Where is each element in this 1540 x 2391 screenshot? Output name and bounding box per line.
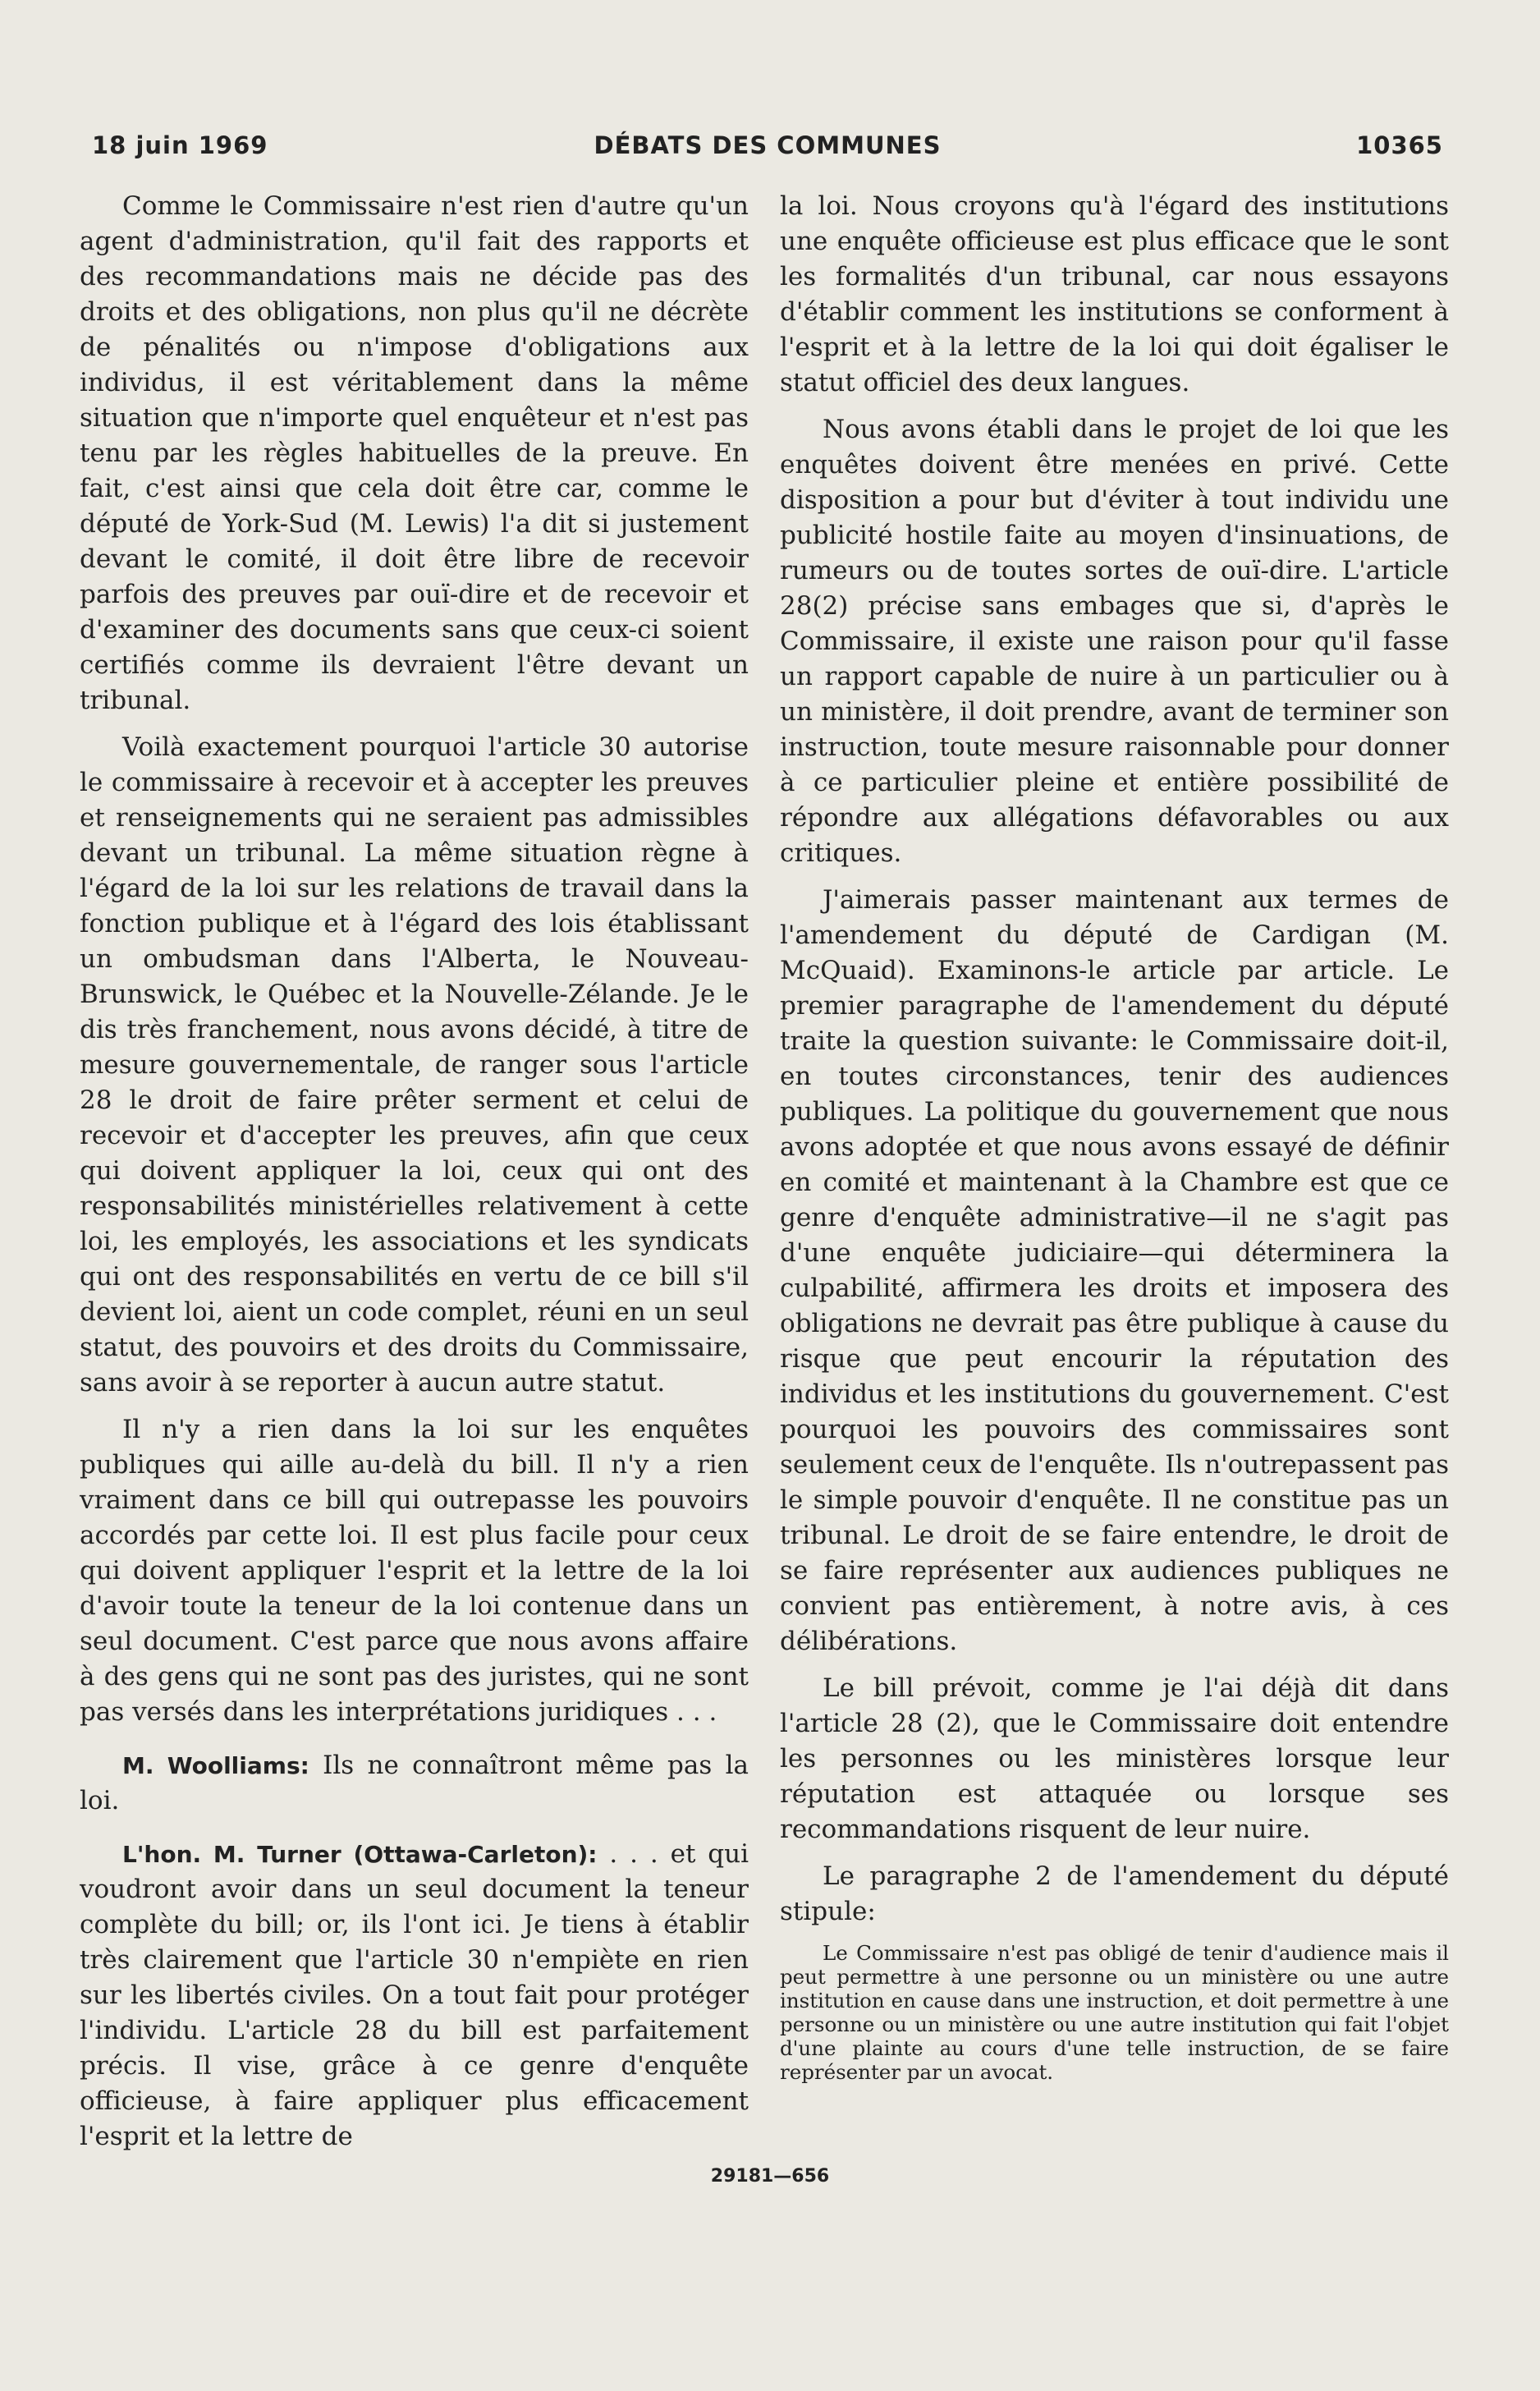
page-header <box>92 131 1443 171</box>
paragraph: Le bill prévoit, comme je l'ai déjà dit dans l'article 28 (2), que le Commissaire doit entendre les personnes ou les ministères lorsque leur réputation est attaquée ou lorsque ses recommandations risquent de leur nuire. <box>780 1673 1449 1844</box>
left-column <box>80 189 749 2166</box>
speaker-name: L'hon. M. Turner (Ottawa-Carleton): <box>122 1841 598 1868</box>
header-title: DÉBATS DES COMMUNES <box>594 131 942 159</box>
speech-text: Ils ne connaîtront même pas la loi. <box>80 1751 749 1815</box>
paragraph: J'aimerais passer maintenant aux termes de l'amendement du député de Cardigan (M. McQuaid). Examinons-le article par article. Le premier paragraphe de l'amendement du député traite la question suivante: le Commissaire doit-il, en toutes circonstances, tenir des audiences publiques. La politique du gouvernement que nous avons adoptée et que nous avons essayé de définir en comité et maintenant à la Chambre est que ce genre d'enquête administrative—il ne s'agit pas d'une enquête judiciaire—qui déterminera la culpabilité, affirmera les droits et imposera des obligations ne devrait pas être publique à cause du risque que peut encourir la réputation des individus et les institutions du gouvernement. C'est pourquoi les pouvoirs des commissaires sont seulement ceux de l'enquête. Ils n'outrepassent pas le simple pouvoir d'enquête. Il ne constitue pas un tribunal. Le droit de se faire entendre, le droit de se faire représenter aux audiences publiques ne convient pas entièrement, à notre avis, à ces délibérations. <box>780 885 1449 1656</box>
amendment-quote: Le Commissaire n'est pas obligé de tenir d'audience mais il peut permettre à une personne ou un ministère ou une autre institution en cause dans une instruction, et doit permettre à une personne ou un ministère ou une autre institution qui fait l'objet d'une plainte au cours d'une telle instruction, de se faire représenter par un avocat. <box>780 1941 1449 2084</box>
right-column <box>780 189 1449 2095</box>
footer-signature: 29181—656 <box>710 2166 830 2187</box>
paragraph-continued: la loi. Nous croyons qu'à l'égard des institutions une enquête officieuse est plus efficace que le sont les formalités d'un tribunal, car nous essayons d'établir comment les institutions se conforment à l'esprit et à la lettre de la loi qui doit égaliser le statut officiel des deux langues. <box>780 191 1449 397</box>
paragraph: Le paragraphe 2 de l'amendement du député stipule: <box>780 1861 1449 1926</box>
speaker-name: M. Woolliams: <box>122 1752 309 1779</box>
header-date: 18 juin 1969 <box>92 131 268 159</box>
paragraph: Voilà exactement pourquoi l'article 30 autorise le commissaire à recevoir et à accepter les preuves et renseignements qui ne seraient pas admissibles devant un tribunal. La même situation règne à l'égard de la loi sur les relations de travail dans la fonction publique et à l'égard des lois établissant un ombudsman dans l'Alberta, le Nouveau-Brunswick, le Québec et la Nouvelle-Zélande. Je le dis très franchement, nous avons décidé, à titre de mesure gouvernementale, de ranger sous l'article 28 le droit de faire prêter serment et celui de recevoir et d'accepter les preuves, afin que ceux qui doivent appliquer la loi, ceux qui ont des responsabilités ministérielles relativement à cette loi, les employés, les associations et les syndicats qui ont des responsabilités en vertu de ce bill s'il devient loi, aient un code complet, réuni en un seul statut, des pouvoirs et des droits du Commissaire, sans avoir à se reporter à aucun autre statut. <box>80 732 749 1397</box>
header-page-number: 10365 <box>1356 131 1443 159</box>
speech-woolliams <box>80 1748 749 1819</box>
paragraph: Nous avons établi dans le projet de loi que les enquêtes doivent être menées en privé. Cette disposition a pour but d'éviter à tout individu une publicité hostile faite au moyen d'insinuations, de rumeurs ou de toutes sortes de ouï-dire. L'article 28(2) précise sans embages que si, d'après le Commissaire, il existe une raison pour qu'il fasse un rapport capable de nuire à un particulier ou à un ministère, il doit prendre, avant de terminer son instruction, toute mesure raisonnable pour donner à ce particulier pleine et entière possibilité de répondre aux allégations défavorables ou aux critiques. <box>780 415 1449 868</box>
speech-turner <box>80 1837 749 2155</box>
speech-text: . . . et qui voudront avoir dans un seul document la teneur complète du bill; or, ils l'ont ici. Je tiens à établir très clairement que l'article 30 n'empiète en rien sur les libertés civiles. On a tout fait pour protéger l'individu. L'article 28 du bill est parfaitement précis. Il vise, grâce à ce genre d'enquête officieuse, à faire appliquer plus efficacement l'esprit et la lettre de <box>80 1839 749 2151</box>
paragraph: Il n'y a rien dans la loi sur les enquêtes publiques qui aille au-delà du bill. Il n'y a rien vraiment dans ce bill qui outrepasse les pouvoirs accordés par cette loi. Il est plus facile pour ceux qui doivent appliquer l'esprit et la lettre de la loi d'avoir toute la teneur de la loi contenue dans un seul document. C'est parce que nous avons affaire à des gens qui ne sont pas des juristes, qui ne sont pas versés dans les interprétations juridiques . . . <box>80 1415 749 1727</box>
paragraph: Comme le Commissaire n'est rien d'autre qu'un agent d'administration, qu'il fait des rapports et des recommandations mais ne décide pas des droits et des obligations, non plus qu'il ne décrète de pénalités ou n'impose d'obligations aux individus, il est véritablement dans la même situation que n'importe quel enquêteur et n'est pas tenu par les règles habituelles de la preuve. En fait, c'est ainsi que cela doit être car, comme le député de York-Sud (M. Lewis) l'a dit si justement devant le comité, il doit être libre de recevoir parfois des preuves par ouï-dire et de recevoir et d'examiner des documents sans que ceux-ci soient certifiés comme ils devraient l'être devant un tribunal. <box>80 191 749 715</box>
